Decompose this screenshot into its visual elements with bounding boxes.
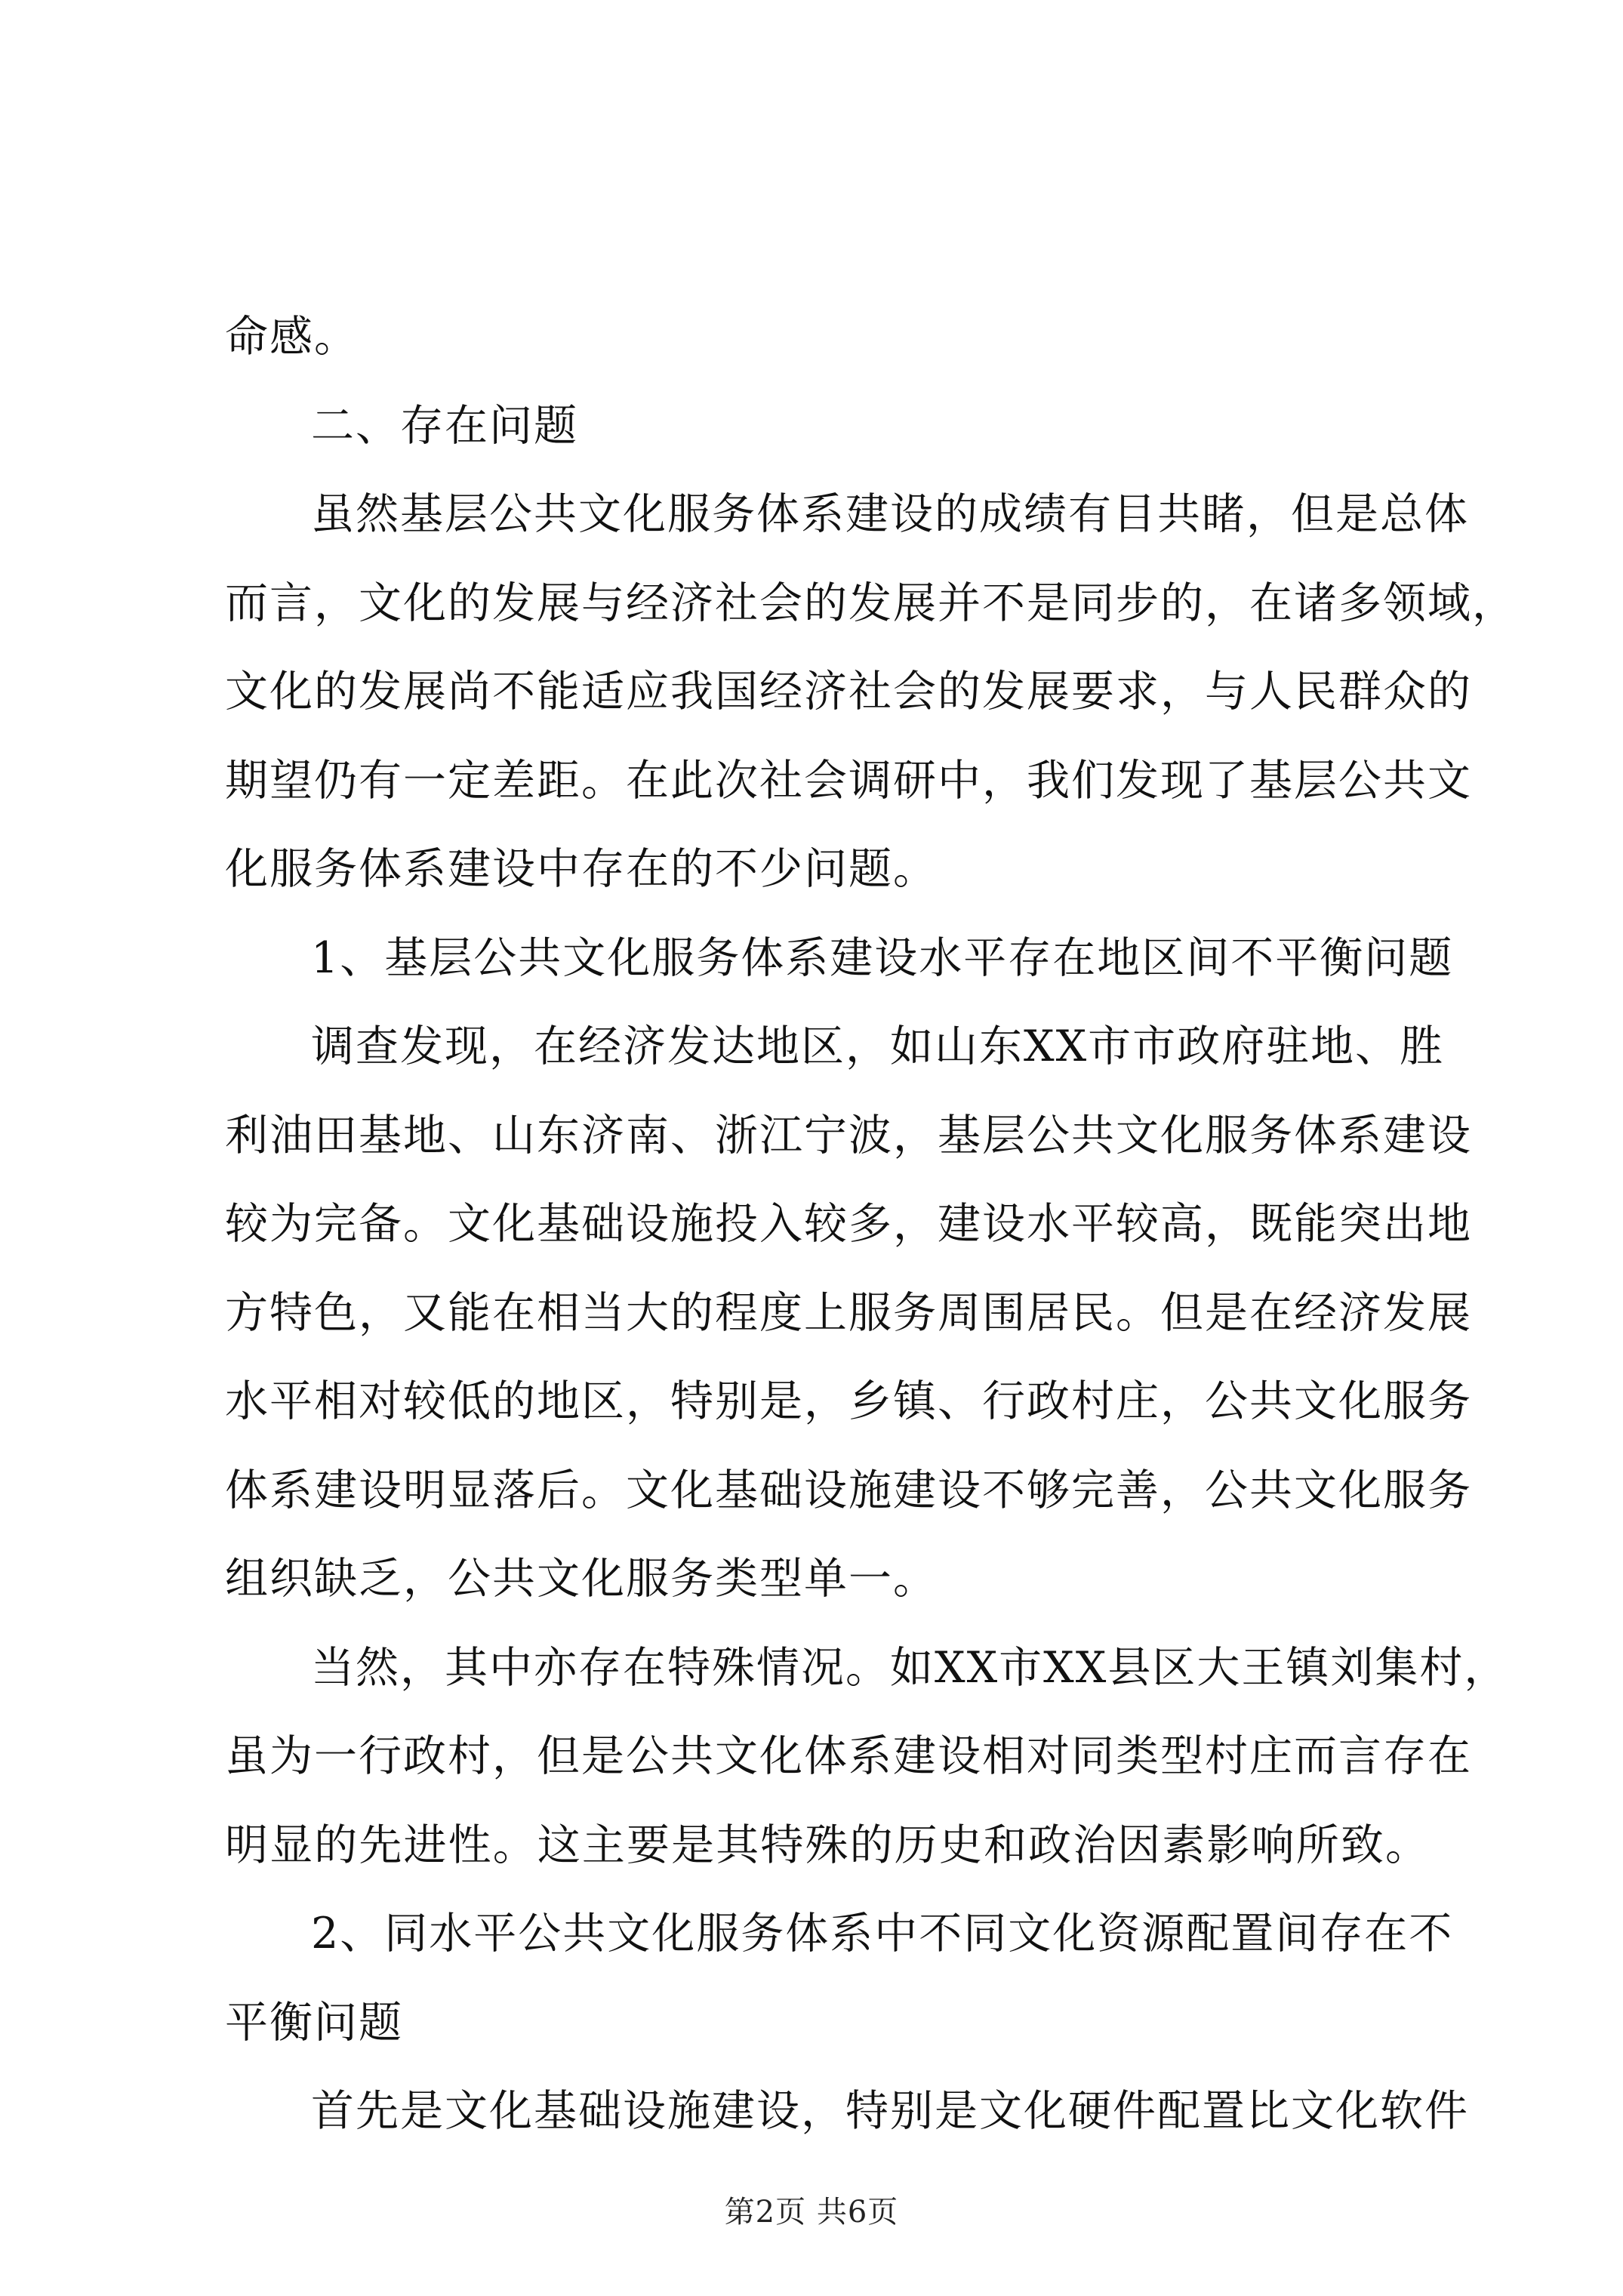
text-line: 虽然基层公共文化服务体系建设的成绩有目共睹，但是总体: [311, 489, 1469, 539]
text-line: 当然，其中亦存在特殊情况。如XX市XX县区大王镇刘集村，: [311, 1642, 1509, 1693]
text-line: 组织缺乏，公共文化服务类型单一。: [225, 1554, 938, 1604]
text-line: 方特色，又能在相当大的程度上服务周围居民。但是在经济发展: [225, 1287, 1472, 1338]
text-line: 首先是文化基础设施建设，特别是文化硬件配置比文化软件: [311, 2086, 1469, 2136]
text-line: 二、存在问题: [311, 400, 578, 451]
document-body: [225, 293, 1517, 2156]
text-line: 1、基层公共文化服务体系建设水平存在地区间不平衡问题: [311, 932, 1454, 983]
text-line: 文化的发展尚不能适应我国经济社会的发展要求，与人民群众的: [225, 667, 1472, 717]
text-line: 调查发现，在经济发达地区，如山东XX市市政府驻地、胜: [311, 1022, 1445, 1071]
text-line: 水平相对较低的地区，特别是，乡镇、行政村庄，公共文化服务: [225, 1376, 1472, 1426]
text-line: 化服务体系建设中存在的不少问题。: [225, 844, 938, 894]
text-line: 体系建设明显落后。文化基础设施建设不够完善，公共文化服务: [225, 1465, 1472, 1515]
text-line: 明显的先进性。这主要是其特殊的历史和政治因素影响所致。: [225, 1820, 1430, 1870]
text-line: 命感。: [225, 312, 359, 362]
text-line: 平衡问题: [225, 1997, 403, 2048]
text-line: 较为完备。文化基础设施投入较多，建设水平较高，既能突出地: [225, 1199, 1472, 1249]
text-line: 利油田基地、山东济南、浙江宁波，基层公共文化服务体系建设: [225, 1110, 1472, 1160]
text-line: 而言，文化的发展与经济社会的发展并不是同步的，在诸多领域，: [225, 578, 1517, 628]
page-footer: 第2页 共6页: [724, 2195, 899, 2230]
text-line: 2、同水平公共文化服务体系中不同文化资源配置间存在不: [311, 1909, 1454, 1959]
text-line: 期望仍有一定差距。在此次社会调研中，我们发现了基层公共文: [225, 755, 1472, 806]
text-line: 虽为一行政村，但是公共文化体系建设相对同类型村庄而言存在: [225, 1731, 1472, 1781]
